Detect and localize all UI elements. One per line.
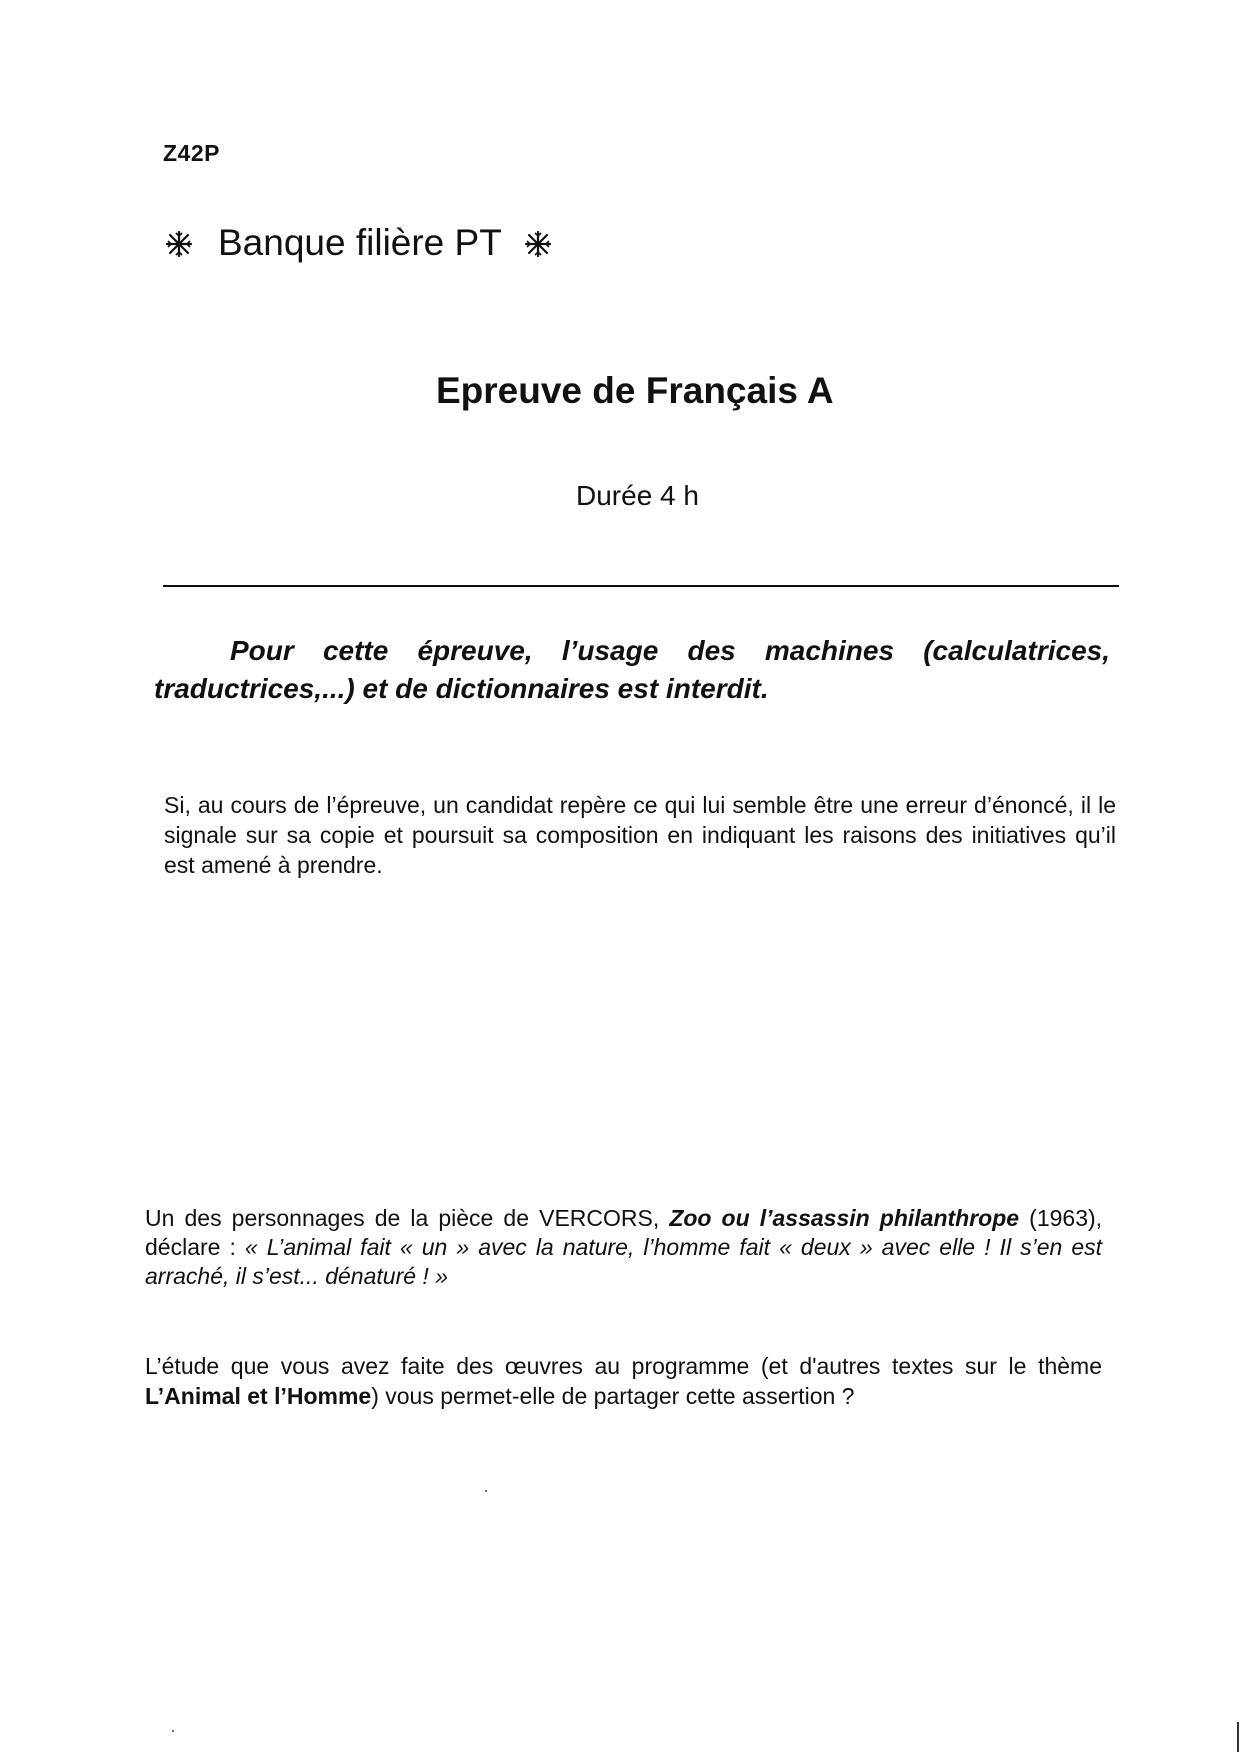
snowflake-asterisk-icon <box>165 230 193 258</box>
question-part-2: ) vous permet-elle de partager cette assertion ? <box>371 1383 855 1409</box>
subject-intro: Un des personnages de la pièce de VERCORS, <box>145 1205 660 1231</box>
error-instructions: Si, au cours de l’épreuve, un candidat repère ce qui lui semble être une erreur d’énoncé, il le signale sur sa copie et poursuit sa composition en indiquant les raisons des initiatives qu’il est amené à prendre. <box>164 792 1116 878</box>
banque-heading <box>165 222 552 264</box>
year-declare: (1963), déclare : <box>145 1205 1103 1260</box>
quotation: « L’animal fait « un » avec la nature, l’homme fait « deux » avec elle ! Il s’en est arraché, il s’est... dénaturé ! » <box>145 1234 1103 1289</box>
subject-question <box>145 1351 1102 1411</box>
scan-speck <box>485 1490 487 1492</box>
snowflake-asterisk-icon <box>524 230 552 258</box>
page-title: Epreuve de Français A <box>436 370 834 411</box>
horizontal-divider <box>163 585 1119 587</box>
theme-title: L’Animal et l’Homme <box>145 1383 372 1409</box>
work-title: Zoo ou l’assassin philanthrope <box>669 1205 1020 1231</box>
exam-duration: Durée 4 h <box>576 480 699 511</box>
exam-code: Z42P <box>163 140 220 166</box>
calculator-warning: Pour cette épreuve, l’usage des machines (calculatrices, traductrices,...) et de dictionnaires est interdit. <box>154 635 1110 704</box>
scan-speck <box>172 1730 174 1732</box>
question-part-1: L’étude que vous avez faite des œuvres au programme (et d'autres textes sur le thème <box>145 1353 1102 1379</box>
subject-quote-paragraph <box>145 1204 1102 1291</box>
scan-edge-mark <box>1237 1722 1239 1752</box>
banque-title: Banque filière PT <box>218 222 502 263</box>
